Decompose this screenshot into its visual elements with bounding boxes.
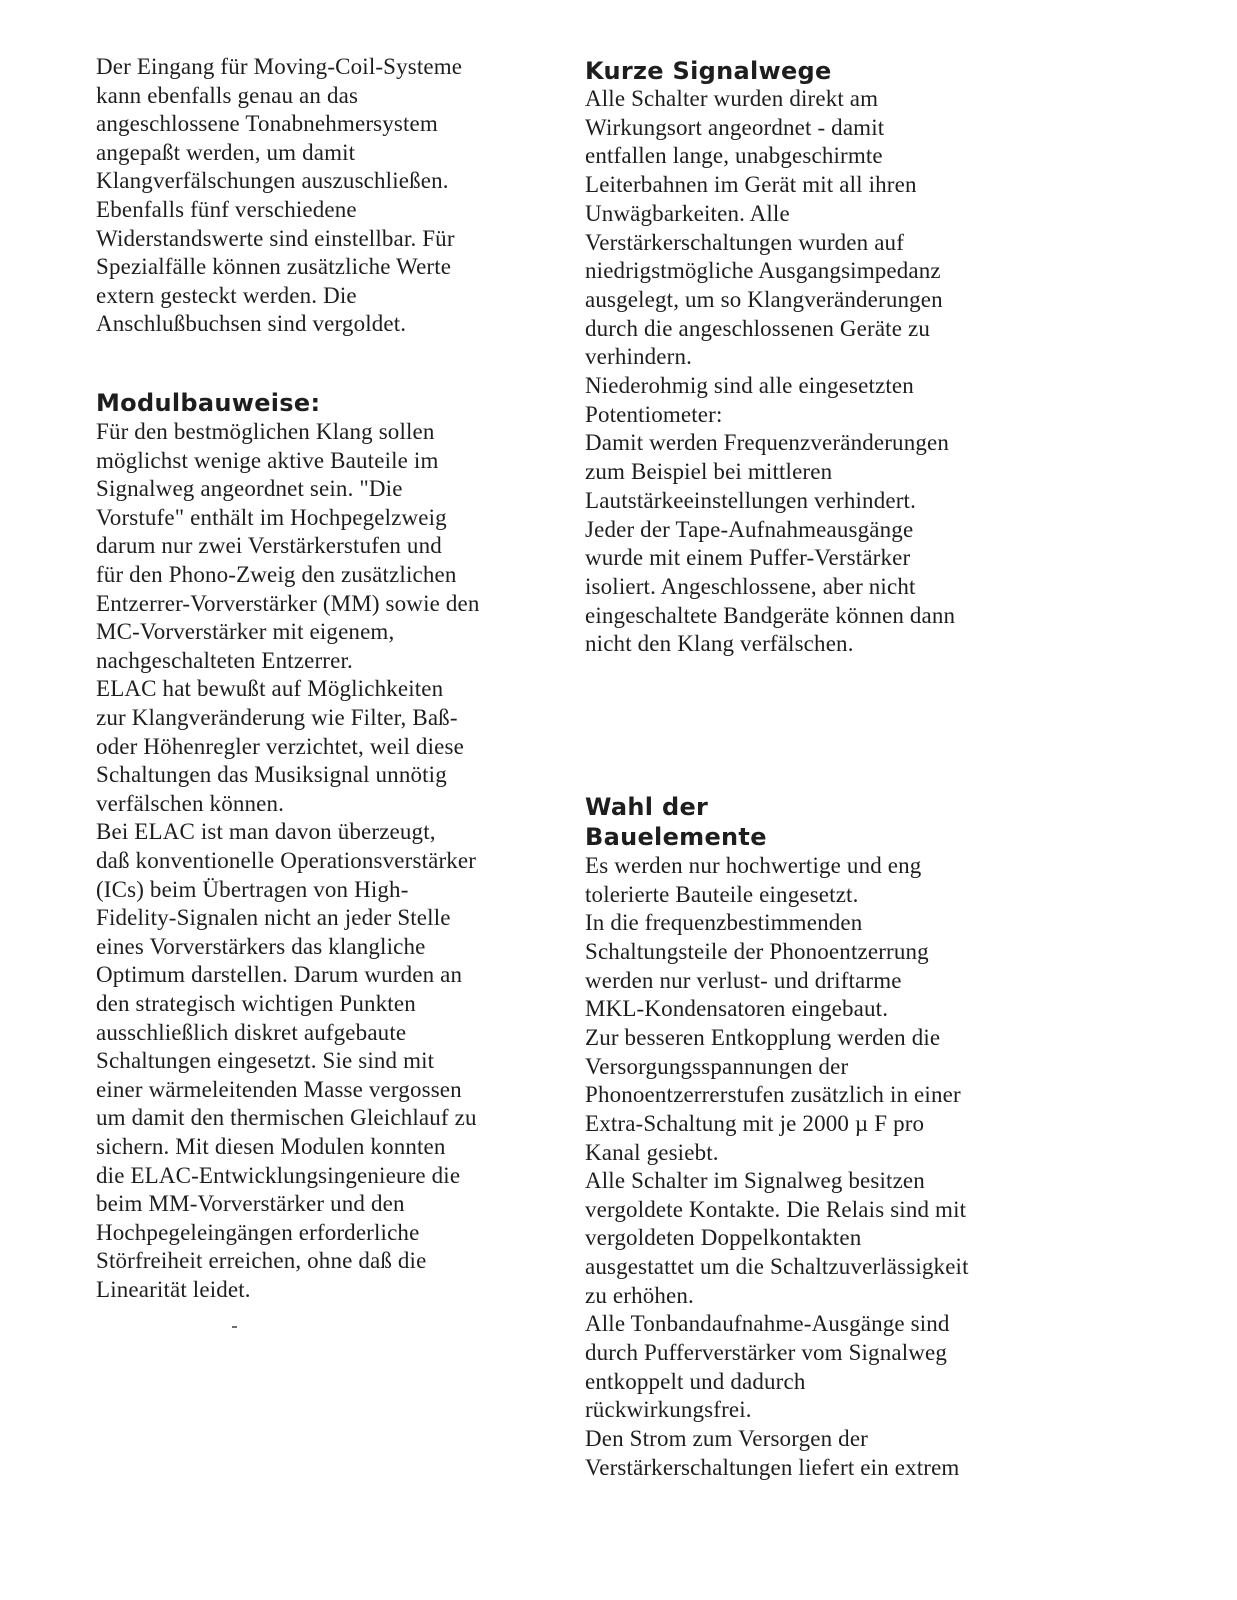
text-line: Wirkungsort angeordnet - damit [585,114,885,140]
text-line: Versorgungsspannungen der [585,1053,849,1079]
text-line: Klangverfälschungen auszuschließen. [96,168,449,194]
text-line: nachgeschalteten Entzerrer. [96,647,353,673]
heading-line: Bauelemente [585,823,767,851]
text-line: wurde mit einem Puffer-Verstärker [585,545,911,571]
text-line: für den Phono-Zweig den zusätzlichen [96,562,457,587]
text-line: Verstärkerschaltungen wurden auf [585,229,905,255]
text-line: Der Eingang für Moving-Coil-Systeme [96,54,463,79]
heading-line: Wahl der [585,793,709,821]
text-line: ausschließlich diskret aufgebaute [96,1019,407,1045]
text-line: eingeschaltete Bandgeräte können dann [585,602,956,628]
text-line: zum Beispiel bei mittleren [585,459,833,485]
text-line: Bei ELAC ist man davon überzeugt, [96,819,436,845]
text-line: Alle Schalter wurden direkt am [585,86,879,111]
text-line: werden nur verlust- und driftarme [585,967,902,993]
text-line: Extra-Schaltung mit je 2000 µ F pro [585,1110,925,1136]
text-line: einer wärmeleitenden Masse vergossen [96,1076,462,1102]
text-line: eines Vorverstärkers das klangliche [96,933,426,959]
text-line: vergoldeten Doppelkontakten [585,1225,862,1251]
text-line: die ELAC-Entwicklungsingenieure die [96,1162,461,1188]
text-line: entfallen lange, unabgeschirmte [585,143,883,169]
text-line: Ebenfalls fünf verschiedene [96,197,357,222]
text-line: Entzerrer-Vorverstärker (MM) sowie den [96,590,480,616]
text-line: Es werden nur hochwertige und eng [585,853,922,878]
text-line: um damit den thermischen Gleichlauf zu [96,1105,477,1131]
text-line: oder Höhenregler verzichtet, weil diese [96,733,464,759]
text-line: daß konventionelle Operationsverstärker [96,848,477,873]
text-line: durch Pufferverstärker vom Signalweg [585,1340,948,1366]
text-line: darum nur zwei Verstärkerstufen und [96,533,442,559]
text-line: Leiterbahnen im Gerät mit all ihren [585,172,917,198]
text-line: Verstärkerschaltungen liefert ein extrem [585,1454,960,1480]
text-line: durch die angeschlossenen Geräte zu [585,315,930,341]
text-line: Hochpegeleingängen erforderliche [96,1219,420,1245]
text-line: möglichst wenige aktive Bauteile im [96,447,439,473]
text-line: Alle Tonbandaufnahme-Ausgänge sind [585,1311,950,1337]
text-line: den strategisch wichtigen Punkten [96,991,416,1016]
text-line: verhindern. [585,344,693,370]
text-line: verfälschen können. [96,790,285,816]
text-line: Störfreiheit erreichen, ohne daß die [96,1248,427,1274]
text-line: Unwägbarkeiten. Alle [585,200,790,226]
text-line: Potentiometer: [585,401,723,427]
text-line: kann ebenfalls genau an das [96,82,359,108]
text-line: Anschlußbuchsen sind vergoldet. [96,311,407,337]
heading-modulbauweise: Modulbauweise: [96,389,321,417]
text-line: MKL-Kondensatoren eingebaut. [585,996,889,1022]
text-line: Jeder der Tape-Aufnahmeausgänge [585,516,914,542]
text-line: Schaltungsteile der Phonoentzerrung [585,938,929,964]
text-line: MC-Vorverstärker mit eigenem, [96,619,395,645]
text-line: niedrigstmögliche Ausgangsimpedanz [585,258,941,284]
text-line: extern gesteckt werden. Die [96,282,357,308]
text-line: angeschlossene Tonabnehmersystem [96,111,438,137]
text-line: sichern. Mit diesen Modulen konnten [96,1134,446,1159]
text-line: Für den bestmöglichen Klang sollen [96,419,435,444]
text-line: angepaßt werden, um damit [96,139,356,165]
text-line: Optimum darstellen. Darum wurden an [96,962,463,988]
text-line: Widerstandswerte sind einstellbar. Für [96,225,455,251]
text-line: Fidelity-Signalen nicht an jeder Stelle [96,905,451,931]
text-line: rückwirkungsfrei. [585,1397,752,1423]
text-line: Damit werden Frequenzveränderungen [585,430,950,456]
text-line: Linearität leidet. [96,1277,251,1302]
text-line: tolerierte Bauteile eingesetzt. [585,881,859,907]
text-line: Vorstufe" enthält im Hochpegelzweig [96,504,447,530]
text-line: Den Strom zum Versorgen der [585,1426,868,1451]
text-line: beim MM-Vorverstärker und den [96,1191,405,1217]
text-line: ELAC hat bewußt auf Möglichkeiten [96,676,444,702]
text-line: isoliert. Angeschlossene, aber nicht [585,573,916,599]
text-line: Phonoentzerrerstufen zusätzlich in einer [585,1082,961,1108]
text-line: vergoldete Kontakte. Die Relais sind mit [585,1196,967,1222]
text-line: zur Klangveränderung wie Filter, Baß- [96,705,458,730]
heading-kurze-signalwege: Kurze Signalwege [585,57,832,85]
text-line: ausgestattet um die Schaltzuverlässigkeit [585,1254,969,1280]
text-line: Schaltungen eingesetzt. Sie sind mit [96,1048,435,1074]
text-line: Kanal gesiebt. [585,1139,719,1165]
text-line: Alle Schalter im Signalweg besitzen [585,1168,925,1194]
text-line: Niederohmig sind alle eingesetzten [585,373,914,398]
text-line: Signalweg angeordnet sein. "Die [96,476,403,502]
text-line: Lautstärkeeinstellungen verhindert. [585,487,916,513]
text-line: Zur besseren Entkopplung werden die [585,1024,941,1050]
text-line: zu erhöhen. [585,1282,694,1308]
text-line: nicht den Klang verfälschen. [585,631,854,657]
text-line: Spezialfälle können zusätzliche Werte [96,254,452,280]
text-line: (ICs) beim Übertragen von High- [96,876,409,902]
text-line: entkoppelt und dadurch [585,1368,806,1394]
text-line: In die frequenzbestimmenden [585,910,863,936]
text-line: Schaltungen das Musiksignal unnötig [96,762,447,788]
text-line: ausgelegt, um so Klangveränderungen [585,286,943,312]
scan-speck [232,1326,237,1328]
